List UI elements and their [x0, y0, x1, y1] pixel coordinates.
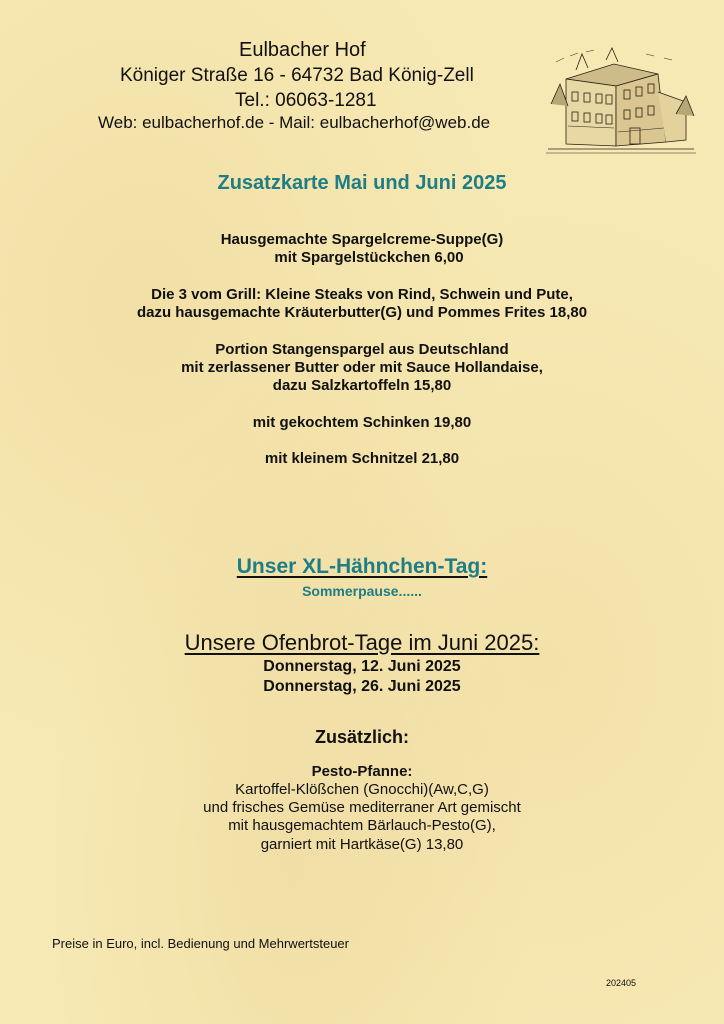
web-mail-contact: Web: eulbacherhof.de - Mail: eulbacherhof@web.de	[98, 113, 491, 132]
menu-line: Portion Stangenspargel aus Deutschland	[215, 341, 509, 358]
menu-line: mit kleinem Schnitzel 21,80	[264, 450, 460, 467]
menu-line: mit Spargelstückchen 6,00	[274, 249, 464, 266]
additional-title: Zusätzlich:	[314, 727, 409, 747]
menu-line: Hausgemachte Spargelcreme-Suppe(G)	[220, 231, 504, 248]
menu-line: dazu hausgemachte Kräuterbutter(G) und Pommes Frites 18,80	[136, 304, 588, 321]
menu-line: mit zerlassener Butter oder mit Sauce Hollandaise,	[181, 359, 543, 376]
additional-line: garniert mit Hartkäse(G) 13,80	[260, 836, 464, 853]
price-note: Preise in Euro, incl. Bedienung und Mehrwertsteuer	[52, 936, 349, 951]
menu-line: mit gekochtem Schinken 19,80	[252, 414, 472, 431]
phone: Tel.: 06063-1281	[235, 90, 377, 111]
hotel-sketch-image	[546, 44, 696, 156]
additional-line: mit hausgemachtem Bärlauch-Pesto(G),	[228, 817, 496, 834]
additional-line: Kartoffel-Klößchen (Gnocchi)(Aw,C,G)	[235, 781, 489, 798]
additional-line: Pesto-Pfanne:	[311, 763, 413, 780]
menu-line: Die 3 vom Grill: Kleine Steaks von Rind, Schwein und Pute,	[151, 286, 573, 303]
special-menu-title: Zusatzkarte Mai und Juni 2025	[217, 172, 507, 194]
additional-line: und frisches Gemüse mediterraner Art gemischt	[203, 799, 521, 816]
ofenbrot-date: Donnerstag, 12. Juni 2025	[263, 658, 461, 675]
ofenbrot-date: Donnerstag, 26. Juni 2025	[263, 678, 461, 695]
xl-chicken-day-title: Unser XL-Hähnchen-Tag:	[236, 555, 488, 578]
document-code: 202405	[606, 978, 637, 988]
restaurant-name: Eulbacher Hof	[239, 39, 366, 61]
xl-chicken-day-subtitle: Sommerpause......	[302, 583, 422, 599]
address: Königer Straße 16 - 64732 Bad König-Zell	[120, 65, 474, 86]
ofenbrot-title: Unsere Ofenbrot-Tage im Juni 2025:	[184, 630, 540, 655]
menu-line: dazu Salzkartoffeln 15,80	[272, 377, 452, 394]
